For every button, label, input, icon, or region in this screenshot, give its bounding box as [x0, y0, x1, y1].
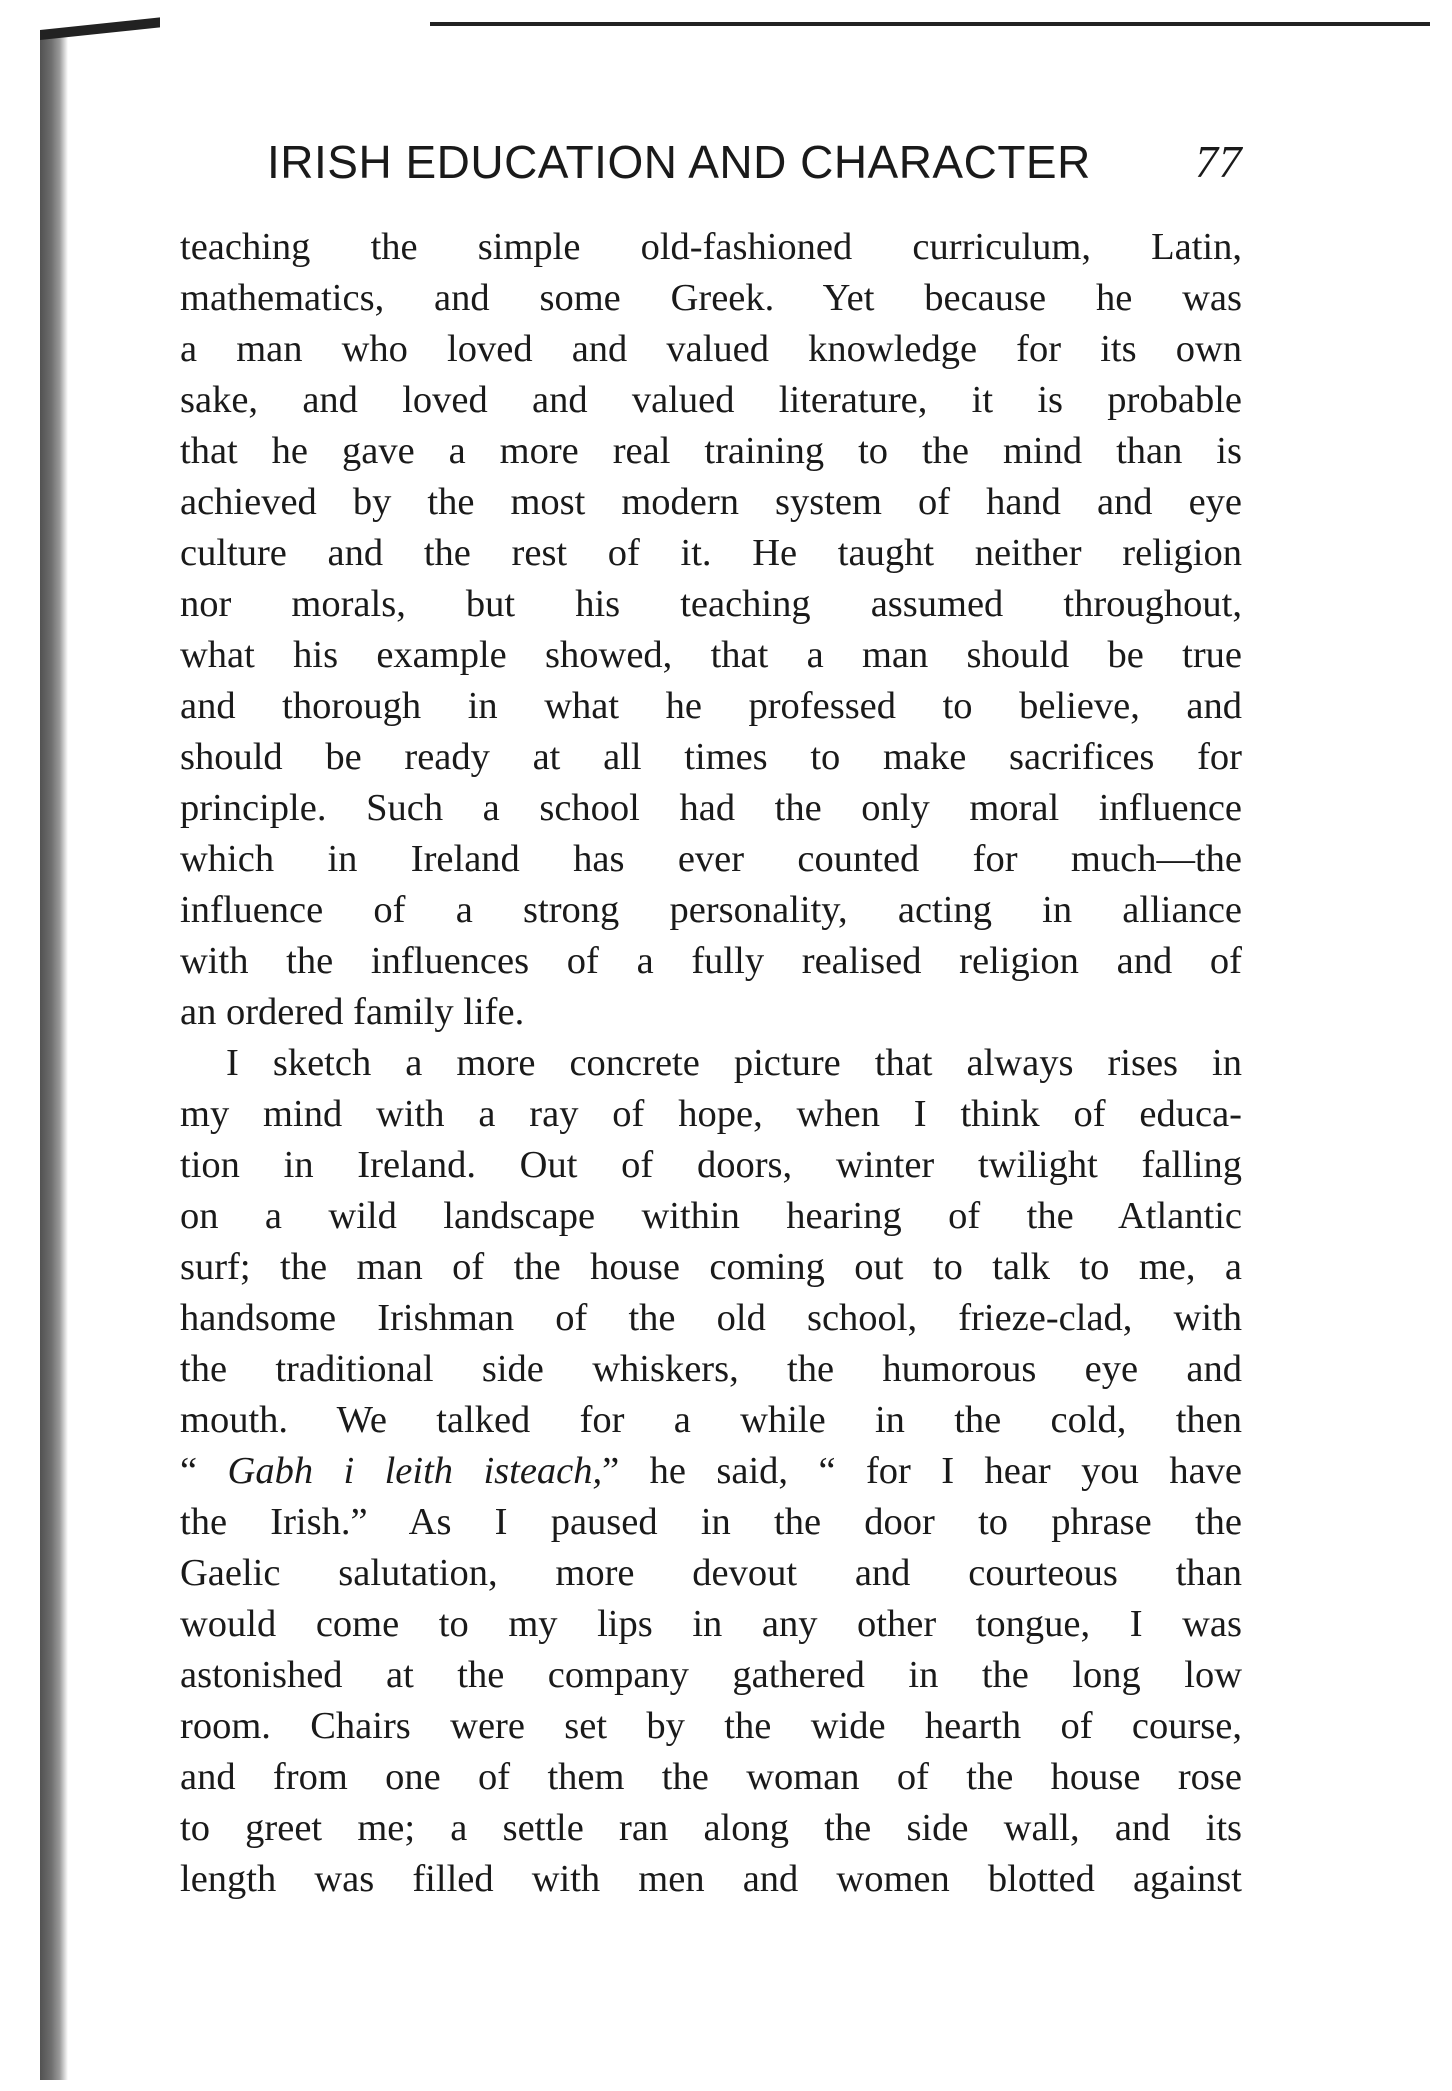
text-line: which in Ireland has ever counted for much—the: [180, 838, 1242, 880]
text-line: should be ready at all times to make sacrifices for: [180, 736, 1242, 778]
quote-continuation: ” he said, “ for I hear you have: [602, 1450, 1243, 1492]
page-header: [267, 135, 1242, 195]
page-number: 77: [1195, 136, 1242, 187]
text-line: on a wild landscape within hearing of the Atlantic: [180, 1195, 1242, 1237]
text-line: my mind with a ray of hope, when I think of educa-: [180, 1093, 1242, 1135]
text-line: teaching the simple old-fashioned curriculum, Latin,: [180, 226, 1242, 268]
book-binding-corner: [40, 17, 160, 40]
text-line: culture and the rest of it. He taught neither religion: [180, 532, 1242, 574]
running-head: IRISH EDUCATION AND CHARACTER: [267, 136, 1091, 188]
book-binding-shadow: [40, 30, 68, 2080]
text-line: surf; the man of the house coming out to talk to me, a: [180, 1246, 1242, 1288]
text-line: handsome Irishman of the old school, frieze-clad, with: [180, 1297, 1242, 1339]
text-line: that he gave a more real training to the mind than is: [180, 430, 1242, 472]
text-line: mouth. We talked for a while in the cold, then: [180, 1399, 1242, 1441]
text-line: and thorough in what he professed to believe, and: [180, 685, 1242, 727]
text-line: would come to my lips in any other tongue, I was: [180, 1603, 1242, 1645]
gaelic-phrase: Gabh i leith isteach,: [227, 1450, 603, 1492]
text-line: length was filled with men and women blotted against: [180, 1858, 1242, 1900]
text-line: the Irish.” As I paused in the door to phrase the: [180, 1501, 1242, 1543]
text-line: the traditional side whiskers, the humorous eye and: [180, 1348, 1242, 1390]
paragraph-end-line: an ordered family life.: [180, 991, 525, 1033]
text-line: to greet me; a settle ran along the side wall, and its: [180, 1807, 1242, 1849]
text-line: astonished at the company gathered in the long low: [180, 1654, 1242, 1696]
text-line: sake, and loved and valued literature, it is probable: [180, 379, 1242, 421]
text-line: room. Chairs were set by the wide hearth of course,: [180, 1705, 1242, 1747]
text-line: nor morals, but his teaching assumed throughout,: [180, 583, 1242, 625]
text-line: achieved by the most modern system of hand and eye: [180, 481, 1242, 523]
text-line: tion in Ireland. Out of doors, winter twilight falling: [180, 1144, 1242, 1186]
text-line: and from one of them the woman of the house rose: [180, 1756, 1242, 1798]
text-line: with the influences of a fully realised religion and of: [180, 940, 1242, 982]
text-line: Gaelic salutation, more devout and courteous than: [180, 1552, 1242, 1594]
text-line: principle. Such a school had the only moral influence: [180, 787, 1242, 829]
open-quote: “: [180, 1450, 228, 1492]
body-text: [180, 222, 1242, 1905]
paragraph-start-line: I sketch a more concrete picture that always rises in: [226, 1042, 1242, 1084]
text-line: what his example showed, that a man should be true: [180, 634, 1242, 676]
text-line: a man who loved and valued knowledge for its own: [180, 328, 1242, 370]
text-line-gaelic-quote: [180, 1446, 1242, 1497]
text-line: mathematics, and some Greek. Yet because he was: [180, 277, 1242, 319]
text-line: influence of a strong personality, acting in alliance: [180, 889, 1242, 931]
top-rule: [430, 22, 1430, 26]
